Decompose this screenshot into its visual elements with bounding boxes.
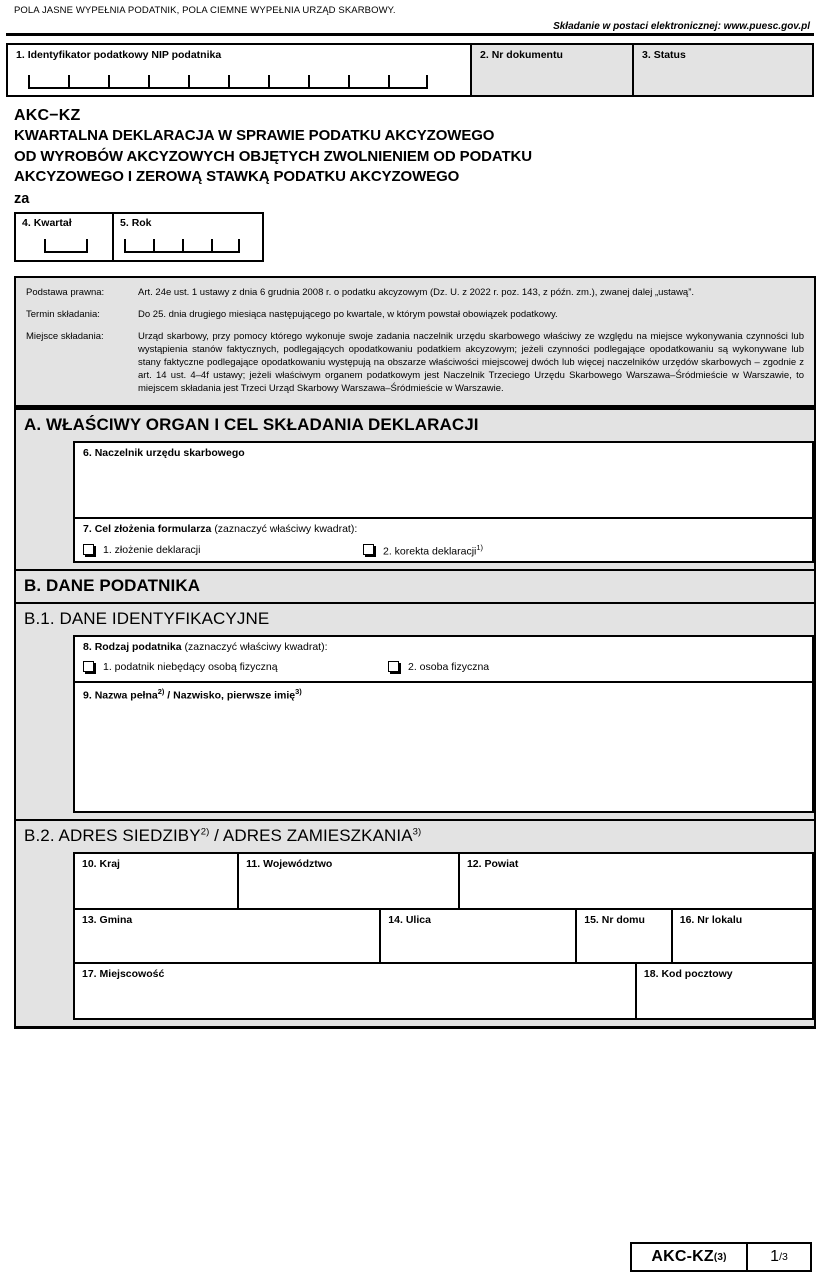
field-1-number: 1. [16, 49, 25, 61]
field-5-label [120, 217, 262, 229]
section-a-title: A. WŁAŚCIWY ORGAN I CEL SKŁADANIA DEKLARACJI [24, 414, 479, 434]
field-16-label [680, 914, 808, 926]
field-8-option-1[interactable] [83, 661, 388, 673]
field-13-gmina[interactable] [73, 910, 379, 964]
legal-value-termin-skladania: Do 25. dnia drugiego miesiąca następującego po kwartale, w którym powstał obowiązek podatkowy. [138, 308, 558, 320]
identification-header-row [6, 43, 814, 97]
field-13-number: 13. [82, 913, 97, 926]
checkbox-icon[interactable] [83, 661, 94, 672]
field-1-label [16, 49, 464, 61]
section-b2-heading-band [14, 821, 816, 852]
section-b2-footnote-1: 2) [200, 825, 210, 837]
field-8-option-2[interactable] [388, 661, 489, 673]
field-7-cel-zlozenia-formularza [73, 519, 814, 563]
field-12-label-text: Powiat [484, 857, 519, 870]
legal-value-podstawa-prawna: Art. 24e ust. 1 ustawy z dnia 6 grudnia 2008 r. o podatku akcyzowym (Dz. U. z 2022 r. poz. 143, z późn. zm.), zwanej dalej „ustawą”. [138, 286, 695, 298]
field-18-number: 18. [643, 967, 659, 980]
legal-key-termin-skladania: Termin składania: [26, 308, 100, 320]
field-13-label [82, 914, 375, 926]
field-6-label-text: Naczelnik urzędu skarbowego [94, 446, 245, 459]
field-8-options [83, 661, 806, 680]
field-7-option-2-label [383, 543, 483, 558]
field-7-options [83, 543, 806, 565]
field-5-label-text: Rok [131, 216, 152, 229]
field-16-nr-lokalu[interactable] [671, 910, 814, 964]
field-7-option-1[interactable] [83, 544, 363, 556]
field-9-footnote-2: 3) [295, 686, 302, 696]
section-b2-fields [14, 852, 816, 1026]
footer-page-current: 1 [770, 1248, 780, 1265]
period-row [14, 212, 264, 262]
section-b-heading-band [14, 571, 816, 602]
field-7-option-2-footnote: 1) [476, 542, 484, 552]
footer-form-version: (3) [713, 1251, 727, 1263]
section-b1-title: B.1. DANE IDENTYFIKACYJNE [24, 608, 270, 628]
field-12-label [467, 858, 808, 870]
legal-row-podstawa-prawna [26, 286, 804, 299]
address-row-3 [73, 964, 814, 1020]
field-12-number: 12. [466, 857, 482, 870]
field-11-label [246, 858, 454, 870]
field-14-ulica[interactable] [379, 910, 575, 964]
field-8-option-1-label: 1. podatnik niebędący osobą fizyczną [103, 660, 278, 673]
field-12-powiat[interactable] [458, 852, 814, 910]
legal-basis-box [14, 276, 816, 407]
field-7-label [83, 523, 806, 535]
field-11-wojewodztwo[interactable] [237, 852, 458, 910]
checkbox-icon[interactable] [83, 544, 94, 555]
electronic-submission-note: Składanie w postaci elektronicznej: www.puesc.gov.pl [553, 21, 810, 32]
field-18-kod-pocztowy[interactable] [635, 964, 814, 1020]
section-a-fields [14, 441, 816, 569]
field-17-label [82, 968, 631, 980]
legal-value-miejsce-skladania: Urząd skarbowy, przy pomocy którego wykonuje swoje zadania naczelnik urzędu skarbowego właściwy ze względu na miejsce wykonywania czynności lub wystąpienia stanów faktycznych, podlegających opodatkowaniu podatkiem akcyzowym; jeżeli czynności podlegające opodatkowaniu są wykonywane lub stany faktyczne podlegające opodatkowaniu występują na obszarze właściwości miejscowej dwóch lub więcej naczelników urzędów skarbowych – zgodnie z art. 14 ust. 4–4f ustawy; jeżeli właściwym organem podatkowym jest Naczelnik Trzeciego Urzędu Skarbowego Warszawa–Śródmieście w Warszawie, to miejscem składania jest Trzeci Urząd Skarbowy Warszawa–Śródmieście w Warszawie. [138, 330, 804, 394]
header-divider-rule [6, 33, 814, 36]
field-7-label-text: Cel złożenia formularza [94, 522, 212, 535]
field-14-label-text: Ulica [405, 913, 431, 926]
footer-page-number [748, 1244, 810, 1270]
field-5-rok[interactable] [114, 214, 262, 260]
field-15-label [584, 914, 667, 926]
form-title-za: za [14, 190, 30, 207]
address-row-1 [73, 852, 814, 910]
field-6-label [83, 447, 806, 459]
field-9-label-part-1: Nazwa pełna [94, 689, 158, 701]
field-3-label-text: Status [653, 49, 686, 61]
footer-form-code-text: AKC-KZ [651, 1248, 714, 1265]
field-2-label-text: Nr dokumentu [491, 49, 563, 61]
field-13-label-text: Gmina [99, 913, 133, 926]
field-17-miejscowosc[interactable] [73, 964, 635, 1020]
field-16-label-text: Nr lokalu [697, 913, 743, 926]
section-b2-title-part-2: / ADRES ZAMIESZKANIA [209, 825, 413, 845]
section-b2-footnote-2: 3) [412, 825, 422, 837]
field-17-number: 17. [82, 967, 97, 980]
field-9-footnote-1: 2) [157, 686, 165, 696]
field-8-number: 8. [83, 640, 92, 653]
field-10-label [82, 858, 233, 870]
section-a [14, 407, 816, 571]
field-10-label-text: Kraj [99, 857, 120, 870]
section-b-title: B. DANE PODATNIKA [24, 575, 201, 595]
field-4-label-text: Kwartał [33, 216, 72, 229]
address-row-2 [73, 910, 814, 964]
field-2-number: 2. [480, 49, 489, 61]
field-4-kwartal[interactable] [16, 214, 114, 260]
field-5-number: 5. [120, 216, 129, 229]
field-18-label [644, 968, 808, 980]
field-8-rodzaj-podatnika [73, 635, 814, 683]
field-7-number: 7. [83, 522, 92, 535]
field-7-hint: (zaznaczyć właściwy kwadrat): [214, 522, 358, 535]
field-15-number: 15. [584, 913, 599, 926]
section-b1-heading-band [14, 604, 816, 635]
legal-key-podstawa-prawna: Podstawa prawna: [26, 286, 105, 298]
field-3-label [642, 49, 806, 61]
field-4-number: 4. [22, 216, 31, 229]
section-b1-fields [14, 635, 816, 819]
field-10-number: 10. [82, 857, 97, 870]
field-6-number: 6. [83, 446, 92, 459]
form-bottom-rule [14, 1026, 816, 1029]
legal-row-termin-skladania [26, 308, 804, 321]
section-a-heading-band [14, 407, 816, 441]
field-17-label-text: Miejscowość [99, 967, 165, 980]
field-9-label [83, 687, 806, 702]
form-title-line-2: OD WYROBÓW AKCYZOWYCH OBJĘTYCH ZWOLNIENIEM OD PODATKU [14, 147, 533, 165]
field-14-label [388, 914, 571, 926]
field-11-label-text: Województwo [263, 857, 333, 870]
field-7-option-2[interactable] [363, 543, 483, 558]
form-title-block [14, 106, 814, 209]
field-16-number: 16. [679, 913, 695, 926]
field-15-nr-domu[interactable] [575, 910, 671, 964]
field-3-status [634, 45, 812, 95]
checkbox-icon[interactable] [363, 544, 374, 555]
footer-stamp [630, 1242, 812, 1272]
field-11-number: 11. [246, 857, 261, 870]
year-entry-comb[interactable] [124, 239, 240, 253]
footer-page-total: /3 [779, 1251, 788, 1263]
nip-entry-comb[interactable] [28, 75, 428, 89]
field-15-label-text: Nr domu [601, 913, 645, 926]
section-b [14, 571, 816, 1026]
footer-form-code [632, 1244, 748, 1270]
quarter-entry-comb[interactable] [44, 239, 88, 253]
field-18-label-text: Kod pocztowy [661, 967, 733, 980]
field-7-option-1-label: 1. złożenie deklaracji [103, 543, 201, 556]
field-4-label [22, 217, 112, 229]
field-1-nip[interactable] [8, 45, 472, 95]
filling-instruction-note: POLA JASNE WYPEŁNIA PODATNIK, POLA CIEMNE WYPEŁNIA URZĄD SKARBOWY. [14, 5, 396, 16]
field-8-label-text: Rodzaj podatnika [94, 640, 182, 653]
field-9-number: 9. [83, 689, 92, 701]
field-9-label-part-2: / Nazwisko, pierwsze imię [164, 689, 296, 701]
field-2-label [480, 49, 626, 61]
section-b2-title-part-1: B.2. ADRES SIEDZIBY [24, 825, 201, 845]
field-7-option-2-text: 2. korekta deklaracji [383, 545, 477, 557]
field-8-label [83, 641, 806, 653]
field-1-label-text: Identyfikator podatkowy NIP podatnika [27, 49, 222, 61]
checkbox-icon[interactable] [388, 661, 399, 672]
section-b2-title [16, 821, 814, 852]
field-8-option-2-label: 2. osoba fizyczna [408, 660, 490, 673]
field-14-number: 14. [388, 913, 403, 926]
form-title-line-1: KWARTALNA DEKLARACJA W SPRAWIE PODATKU AKCYZOWEGO [14, 127, 495, 144]
field-8-hint: (zaznaczyć właściwy kwadrat): [184, 640, 328, 653]
form-title-line-3: AKCYZOWEGO I ZEROWĄ STAWKĄ PODATKU AKCYZOWEGO [14, 168, 460, 185]
form-code-heading: AKC−KZ [14, 107, 81, 124]
field-10-kraj[interactable] [73, 852, 237, 910]
field-9-nazwa-pelna[interactable] [73, 683, 814, 813]
legal-key-miejsce-skladania: Miejsce składania: [26, 330, 104, 342]
field-6-naczelnik-urzedu-skarbowego[interactable] [73, 441, 814, 519]
legal-row-miejsce-skladania [26, 330, 804, 395]
field-3-number: 3. [642, 49, 651, 61]
field-2-nr-dokumentu [472, 45, 634, 95]
